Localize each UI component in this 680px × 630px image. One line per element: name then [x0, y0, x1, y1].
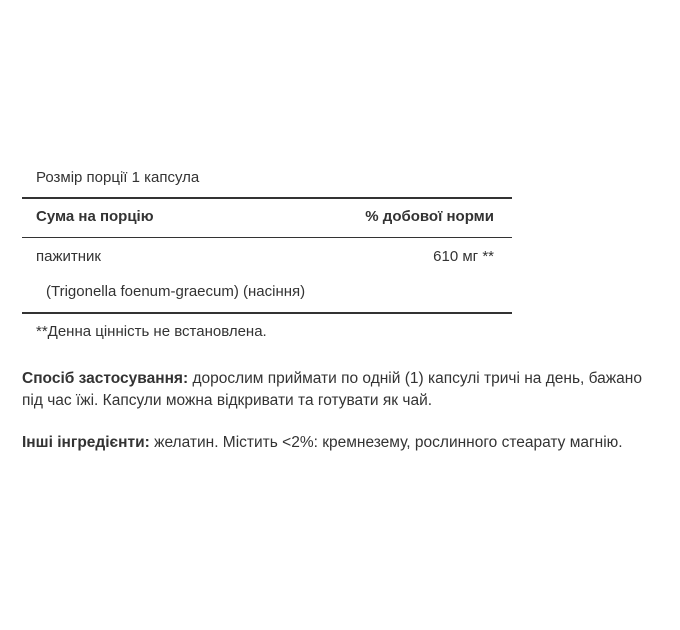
ingredient-detail: (Trigonella foenum-graecum) (насіння): [22, 267, 512, 314]
other-ingredients-text: желатин. Містить <2%: кремнезему, рослинного стеарату магнію.: [149, 434, 623, 451]
ingredient-amount: 610 мг **: [433, 248, 494, 265]
usage-paragraph: [22, 368, 662, 412]
other-ingredients-label: Інші інгредієнти:: [22, 434, 150, 451]
daily-value-footnote: **Денна цінність не встановлена.: [36, 323, 267, 340]
supplement-facts-panel: [22, 160, 512, 342]
usage-label: Спосіб застосування:: [22, 370, 189, 387]
ingredient-name: пажитник: [36, 248, 101, 265]
daily-value-header: % добової норми: [365, 208, 494, 225]
facts-header-row: [22, 199, 512, 238]
usage-text: дорослим приймати по одній (1) капсулі тричі на день, бажано під час їжі. Капсули можна відкривати та готувати як чай.: [22, 370, 642, 409]
ingredient-row: [22, 238, 512, 267]
amount-per-serving-header: Сума на порцію: [36, 208, 154, 225]
other-ingredients-paragraph: [22, 432, 662, 454]
serving-size: Розмір порції 1 капсула: [22, 160, 512, 199]
